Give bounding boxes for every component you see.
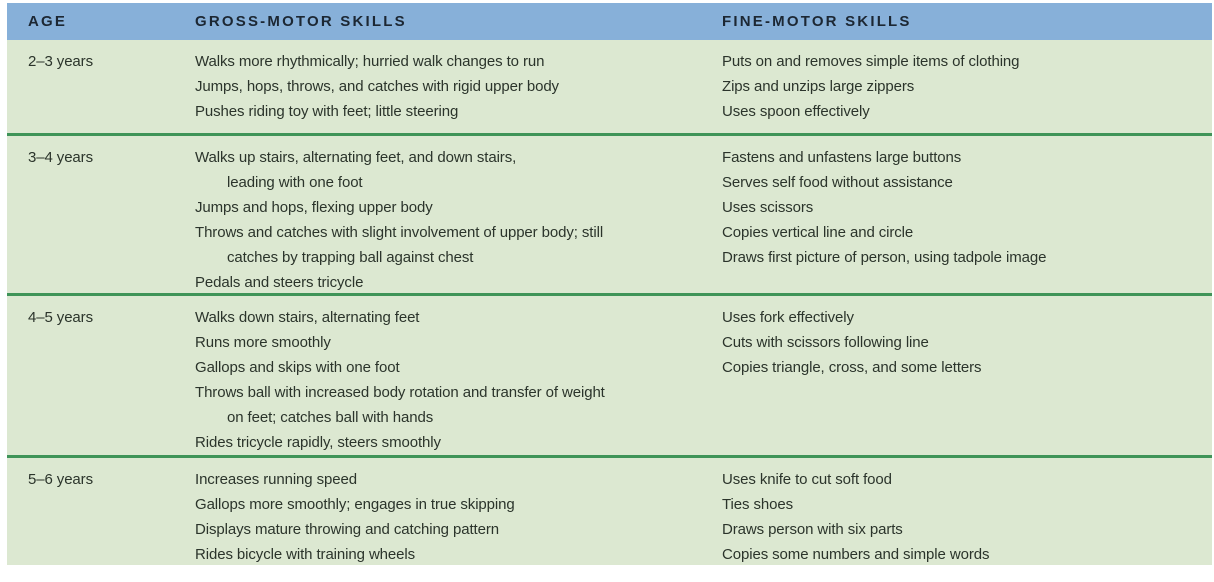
skill-line: Copies vertical line and circle (722, 224, 914, 241)
table-header-row (7, 3, 1212, 40)
skill-line: Rides tricycle rapidly, steers smoothly (195, 434, 441, 451)
skill-line: Pushes riding toy with feet; little steering (195, 103, 459, 120)
skill-line: Draws person with six parts (722, 521, 903, 538)
gross-motor-cell (195, 458, 722, 565)
skill-line: leading with one foot (227, 174, 363, 191)
skill-line: Walks up stairs, alternating feet, and down stairs, (195, 149, 517, 166)
table-body (7, 40, 1212, 565)
gross-motor-cell (195, 296, 722, 455)
age-cell: 3–4 years (28, 149, 93, 166)
skill-line: Displays mature throwing and catching pattern (195, 521, 499, 538)
skill-line: Runs more smoothly (195, 334, 331, 351)
skill-line: Walks more rhythmically; hurried walk changes to run (195, 53, 545, 70)
skill-line: Draws first picture of person, using tadpole image (722, 249, 1047, 266)
skill-line: Jumps, hops, throws, and catches with rigid upper body (195, 78, 559, 95)
skill-line: Uses fork effectively (722, 309, 854, 326)
table-row (7, 293, 1212, 455)
column-header-fine-motor: FINE-MOTOR SKILLS (722, 13, 912, 30)
skill-line: Uses spoon effectively (722, 103, 870, 120)
skill-line: Zips and unzips large zippers (722, 78, 915, 95)
table-row (7, 455, 1212, 565)
skill-line: on feet; catches ball with hands (227, 409, 434, 426)
fine-motor-cell (722, 40, 1212, 133)
age-cell: 5–6 years (28, 471, 93, 488)
table-row (7, 40, 1212, 133)
gross-motor-cell (195, 40, 722, 133)
skill-line: Throws ball with increased body rotation and transfer of weight (195, 384, 605, 401)
skill-line: Increases running speed (195, 471, 357, 488)
fine-motor-cell (722, 458, 1212, 565)
skill-line: Uses knife to cut soft food (722, 471, 892, 488)
table-row (7, 133, 1212, 293)
skill-line: Uses scissors (722, 199, 814, 216)
fine-motor-cell (722, 136, 1212, 293)
skill-line: Copies some numbers and simple words (722, 546, 990, 563)
skill-line: catches by trapping ball against chest (227, 249, 474, 266)
skill-line: Walks down stairs, alternating feet (195, 309, 420, 326)
skill-line: Cuts with scissors following line (722, 334, 929, 351)
column-header-age: AGE (28, 13, 68, 30)
motor-skills-table (7, 3, 1212, 565)
gross-motor-cell (195, 136, 722, 293)
fine-motor-cell (722, 296, 1212, 455)
skill-line: Rides bicycle with training wheels (195, 546, 416, 563)
skill-line: Throws and catches with slight involvement of upper body; still (195, 224, 604, 241)
skill-line: Copies triangle, cross, and some letters (722, 359, 982, 376)
skill-line: Gallops more smoothly; engages in true skipping (195, 496, 515, 513)
skill-line: Puts on and removes simple items of clothing (722, 53, 1020, 70)
age-cell: 2–3 years (28, 53, 93, 70)
skill-line: Ties shoes (722, 496, 793, 513)
skill-line: Jumps and hops, flexing upper body (195, 199, 433, 216)
skill-line: Fastens and unfastens large buttons (722, 149, 962, 166)
skill-line: Gallops and skips with one foot (195, 359, 400, 376)
age-cell: 4–5 years (28, 309, 93, 326)
skill-line: Pedals and steers tricycle (195, 274, 364, 291)
column-header-gross-motor: GROSS-MOTOR SKILLS (195, 13, 407, 30)
skill-line: Serves self food without assistance (722, 174, 953, 191)
